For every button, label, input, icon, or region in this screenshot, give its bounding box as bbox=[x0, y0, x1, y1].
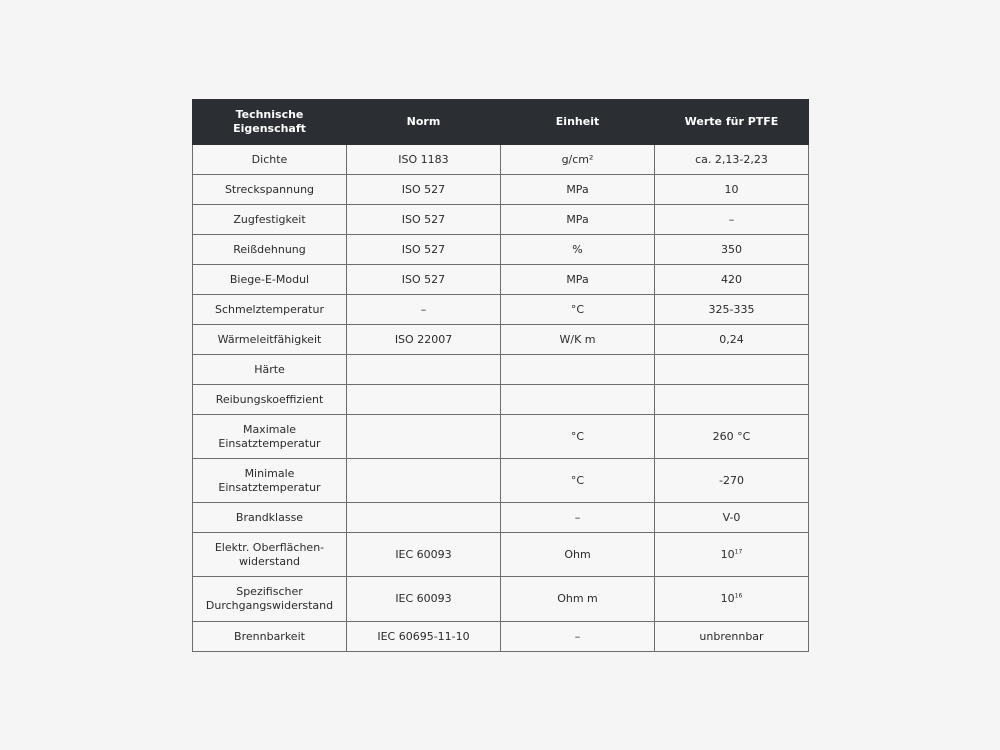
cell-value-text: 10 bbox=[720, 592, 735, 605]
table-row bbox=[193, 205, 809, 235]
cell-property-text: Zugfestigkeit bbox=[233, 212, 306, 226]
cell-unit-text: – bbox=[574, 629, 581, 643]
table-header bbox=[193, 100, 809, 145]
cell-norm bbox=[347, 145, 501, 175]
cell-value-text: 420 bbox=[721, 272, 742, 286]
cell-property-text: Elektr. Oberflächen- widerstand bbox=[214, 540, 325, 568]
cell-property bbox=[193, 205, 347, 235]
table-row bbox=[193, 577, 809, 622]
cell-norm bbox=[347, 503, 501, 533]
cell-unit bbox=[501, 622, 655, 652]
table-row bbox=[193, 265, 809, 295]
cell-value-text: 260 °C bbox=[712, 429, 751, 443]
cell-property-text: Reibungskoeffizient bbox=[215, 392, 324, 406]
cell-property-text: Reißdehnung bbox=[233, 242, 306, 256]
cell-value bbox=[655, 355, 809, 385]
cell-value-text: 350 bbox=[721, 242, 742, 256]
cell-unit-text: MPa bbox=[566, 272, 589, 286]
cell-unit bbox=[501, 205, 655, 235]
table-row bbox=[193, 235, 809, 265]
cell-value bbox=[655, 265, 809, 295]
cell-property-text: Maximale Einsatztemperatur bbox=[218, 422, 321, 450]
cell-property bbox=[193, 235, 347, 265]
cell-unit bbox=[501, 533, 655, 577]
cell-value-text: ca. 2,13-2,23 bbox=[695, 152, 768, 166]
cell-unit bbox=[501, 175, 655, 205]
cell-value bbox=[655, 533, 809, 577]
cell-norm-text: ISO 527 bbox=[401, 182, 446, 196]
cell-value bbox=[655, 325, 809, 355]
table-row bbox=[193, 355, 809, 385]
cell-value-text: 325-335 bbox=[708, 302, 755, 316]
cell-property-text: Brandklasse bbox=[235, 510, 304, 524]
cell-norm bbox=[347, 205, 501, 235]
cell-value-text: 10 bbox=[724, 182, 739, 196]
table-header-row bbox=[193, 100, 809, 145]
cell-value-text: V-0 bbox=[722, 510, 741, 524]
cell-unit-text: MPa bbox=[566, 182, 589, 196]
cell-property bbox=[193, 355, 347, 385]
cell-property-text: Streckspannung bbox=[224, 182, 315, 196]
cell-norm-text: ISO 1183 bbox=[398, 152, 449, 166]
cell-value bbox=[655, 235, 809, 265]
cell-property-text: Härte bbox=[254, 362, 285, 376]
cell-norm bbox=[347, 459, 501, 503]
cell-property-text: Dichte bbox=[251, 152, 288, 166]
cell-property bbox=[193, 145, 347, 175]
table-row bbox=[193, 295, 809, 325]
table-row bbox=[193, 622, 809, 652]
cell-norm bbox=[347, 577, 501, 622]
ptfe-properties-table bbox=[192, 99, 809, 652]
cell-value bbox=[655, 145, 809, 175]
cell-property-text: Brennbarkeit bbox=[234, 629, 305, 643]
cell-norm bbox=[347, 175, 501, 205]
cell-norm bbox=[347, 295, 501, 325]
cell-property-text: Minimale Einsatztemperatur bbox=[218, 466, 321, 494]
cell-property bbox=[193, 385, 347, 415]
cell-property-text: Schmelztemperatur bbox=[215, 302, 324, 316]
cell-value bbox=[655, 503, 809, 533]
table-row bbox=[193, 503, 809, 533]
cell-property-text: Wärmeleitfähigkeit bbox=[217, 332, 322, 346]
cell-value bbox=[655, 577, 809, 622]
cell-value bbox=[655, 622, 809, 652]
cell-value bbox=[655, 205, 809, 235]
table-row bbox=[193, 175, 809, 205]
cell-norm-text: ISO 22007 bbox=[394, 332, 453, 346]
cell-norm-text: – bbox=[420, 302, 427, 316]
cell-value-text: 0,24 bbox=[719, 332, 744, 346]
cell-norm bbox=[347, 415, 501, 459]
cell-unit-text: – bbox=[574, 510, 581, 524]
cell-unit-text: Ohm bbox=[564, 547, 591, 561]
header-value: Werte für PTFE bbox=[655, 100, 809, 145]
cell-unit bbox=[501, 385, 655, 415]
cell-norm bbox=[347, 355, 501, 385]
cell-unit bbox=[501, 577, 655, 622]
cell-unit-text: MPa bbox=[566, 212, 589, 226]
cell-value-text: 10 bbox=[720, 547, 735, 561]
cell-norm bbox=[347, 622, 501, 652]
header-norm: Norm bbox=[347, 100, 501, 145]
header-property: Technische Eigenschaft bbox=[193, 100, 347, 145]
cell-unit-text: °C bbox=[570, 302, 585, 316]
cell-norm bbox=[347, 385, 501, 415]
cell-value bbox=[655, 295, 809, 325]
cell-norm bbox=[347, 533, 501, 577]
cell-value bbox=[655, 175, 809, 205]
table-row bbox=[193, 385, 809, 415]
cell-unit bbox=[501, 325, 655, 355]
cell-unit bbox=[501, 415, 655, 459]
cell-value-exponent: 17 bbox=[734, 547, 743, 555]
cell-value bbox=[655, 459, 809, 503]
cell-unit-text: °C bbox=[570, 473, 585, 487]
cell-value-text: -270 bbox=[719, 473, 744, 487]
cell-value-text: – bbox=[728, 212, 735, 226]
cell-property bbox=[193, 577, 347, 622]
cell-norm bbox=[347, 235, 501, 265]
cell-unit bbox=[501, 235, 655, 265]
table-row bbox=[193, 533, 809, 577]
cell-norm-text: IEC 60093 bbox=[395, 547, 452, 561]
table-row bbox=[193, 325, 809, 355]
cell-value bbox=[655, 415, 809, 459]
cell-unit-text: °C bbox=[570, 429, 585, 443]
cell-property bbox=[193, 295, 347, 325]
cell-norm-text: ISO 527 bbox=[401, 212, 446, 226]
cell-unit bbox=[501, 145, 655, 175]
cell-value-text: unbrennbar bbox=[699, 629, 764, 643]
cell-norm-text: IEC 60093 bbox=[395, 592, 452, 605]
cell-unit-text: % bbox=[572, 242, 583, 256]
cell-property bbox=[193, 622, 347, 652]
cell-value-exponent: 16 bbox=[734, 592, 743, 600]
cell-property bbox=[193, 503, 347, 533]
cell-property bbox=[193, 175, 347, 205]
cell-unit bbox=[501, 503, 655, 533]
header-unit: Einheit bbox=[501, 100, 655, 145]
cell-norm-text: ISO 527 bbox=[401, 272, 446, 286]
cell-norm bbox=[347, 265, 501, 295]
cell-property bbox=[193, 459, 347, 503]
cell-property bbox=[193, 415, 347, 459]
table-row bbox=[193, 145, 809, 175]
cell-property bbox=[193, 325, 347, 355]
cell-unit bbox=[501, 459, 655, 503]
cell-value bbox=[655, 385, 809, 415]
cell-norm-text: IEC 60695-11-10 bbox=[377, 629, 470, 643]
cell-unit-text: g/cm² bbox=[561, 152, 594, 166]
cell-unit-text: Ohm m bbox=[557, 592, 598, 605]
table-row bbox=[193, 459, 809, 503]
cell-property bbox=[193, 533, 347, 577]
cell-unit-text: W/K m bbox=[559, 332, 596, 346]
table-row bbox=[193, 415, 809, 459]
cell-property-text: Spezifischer Durchgangswiderstand bbox=[205, 585, 334, 612]
table-body bbox=[193, 145, 809, 652]
cell-property-text: Biege-E-Modul bbox=[229, 272, 310, 286]
cell-norm bbox=[347, 325, 501, 355]
cell-unit bbox=[501, 295, 655, 325]
cell-unit bbox=[501, 355, 655, 385]
cell-norm-text: ISO 527 bbox=[401, 242, 446, 256]
cell-unit bbox=[501, 265, 655, 295]
cell-property bbox=[193, 265, 347, 295]
